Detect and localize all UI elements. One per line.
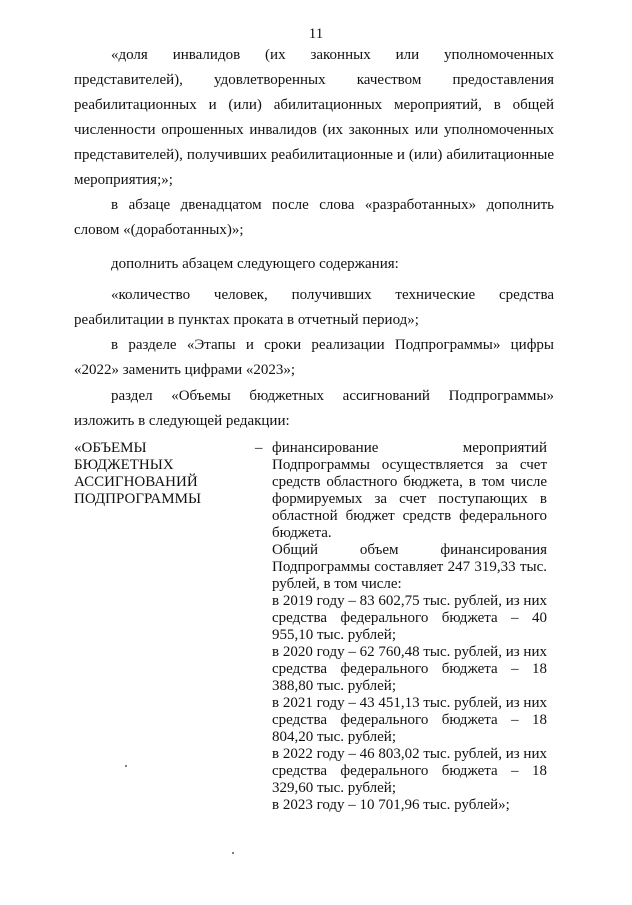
budget-block-content — [272, 440, 547, 814]
financing-year-2019: в 2019 году – 83 602,75 тыс. рублей, из них средства федерального бюджета – 40 955,10 тыс. рублей; — [272, 593, 547, 643]
financing-year-2020: в 2020 году – 62 760,48 тыс. рублей, из них средства федерального бюджета – 18 388,80 тыс. рублей; — [272, 644, 547, 694]
label-line: «ОБЪЕМЫ — [74, 440, 147, 456]
budget-block-label — [74, 440, 254, 508]
paragraph-stages-terms: в разделе «Этапы и сроки реализации Подпрограммы» цифры «2022» заменить цифрами «2023»; — [74, 337, 554, 378]
financing-total-text: Общий объем финансирования Подпрограммы составляет 247 319,33 тыс. рублей, в том числе: — [272, 542, 547, 592]
page-number: 11 — [308, 26, 324, 42]
label-line: ПОДПРОГРАММЫ — [74, 491, 202, 507]
paragraph-share-of-disabled: «доля инвалидов (их законных или уполномоченных представителей), удовлетворенных качеством предоставления реабилитационных и (или) абилитационных мероприятий, в общей численности опрошенных инвалидов (их законных или уполномоченных представителей), получивших реабилитационные и (или) абилитационные мероприятия;»; — [74, 47, 554, 188]
paragraph-rehab-equipment: «количество человек, получивших технические средства реабилитации в пунктах проката в отчетный период»; — [74, 287, 554, 328]
label-line: АССИГНОВАНИЙ — [74, 474, 198, 490]
financing-year-2023: в 2023 году – 10 701,96 тыс. рублей»; — [272, 797, 510, 813]
financing-year-2021: в 2021 году – 43 451,13 тыс. рублей, из них средства федерального бюджета – 18 804,20 тыс. рублей; — [272, 695, 547, 745]
paragraph-budget-section: раздел «Объемы бюджетных ассигнований Подпрограммы» изложить в следующей редакции: — [74, 388, 554, 429]
scan-speck — [125, 765, 127, 767]
paragraph-add-abzac: дополнить абзацем следующего содержания: — [111, 256, 399, 272]
label-dash: – — [255, 440, 263, 456]
scan-speck — [232, 852, 234, 854]
financing-source-text: финансирование мероприятий Подпрограммы осуществляется за счет средств областного бюджета, в том числе формируемых за счет поступающих в областной бюджет средств федерального бюджета. — [272, 440, 547, 541]
financing-year-2022: в 2022 году – 46 803,02 тыс. рублей, из них средства федерального бюджета – 18 329,60 тыс. рублей; — [272, 746, 547, 796]
label-line: БЮДЖЕТНЫХ — [74, 457, 174, 473]
paragraph-abzac-twelve: в абзаце двенадцатом после слова «разработанных» дополнить словом «(доработанных)»; — [74, 197, 554, 238]
